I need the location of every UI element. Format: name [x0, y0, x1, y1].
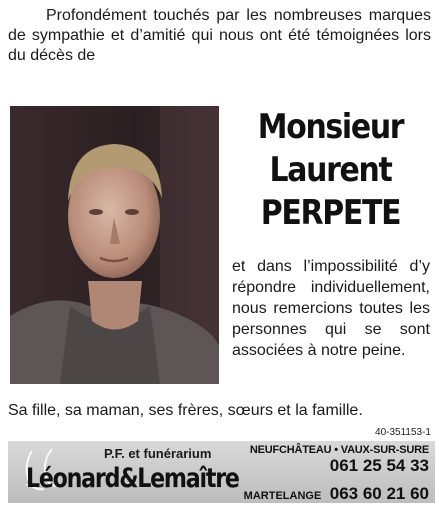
- thanks-paragraph: et dans l’impossibilité d’y répondre individuellement, nous remercions toutes les personnes qui se sont associées à notre peine.: [232, 258, 430, 359]
- intro-text: Profondément touchés par les nombreuses marques de sympathie et d’amitié qui nous ont été témoignées lors du décès de: [8, 7, 431, 64]
- location-neufchateau: NEUFCHÂTEAU • VAUX-SUR-SURE: [249, 444, 429, 456]
- phone-martelange: 063 60 21 60: [329, 484, 429, 503]
- intro-paragraph: [8, 6, 431, 66]
- family-signature: Sa fille, sa maman, ses frères, sœurs et la famille.: [8, 402, 363, 419]
- funeral-home-banner: [8, 441, 435, 503]
- deceased-last-name: PERPETE: [260, 193, 401, 233]
- reference-number: 40-351153-1: [375, 427, 431, 438]
- funeral-home-name: Léonard&Lemaître: [26, 463, 239, 494]
- deceased-name: [226, 106, 435, 235]
- deceased-first-name: Laurent: [269, 150, 392, 190]
- location-martelange: MARTELANGE: [243, 490, 322, 502]
- phone-neufchateau: 061 25 54 33: [329, 456, 429, 475]
- portrait-image: [10, 106, 219, 384]
- funeral-home-tagline: P.F. et funérarium: [104, 446, 212, 461]
- funeral-home-contacts: [219, 444, 429, 503]
- portrait-photo: [10, 106, 219, 384]
- deceased-title: Monsieur: [257, 107, 404, 147]
